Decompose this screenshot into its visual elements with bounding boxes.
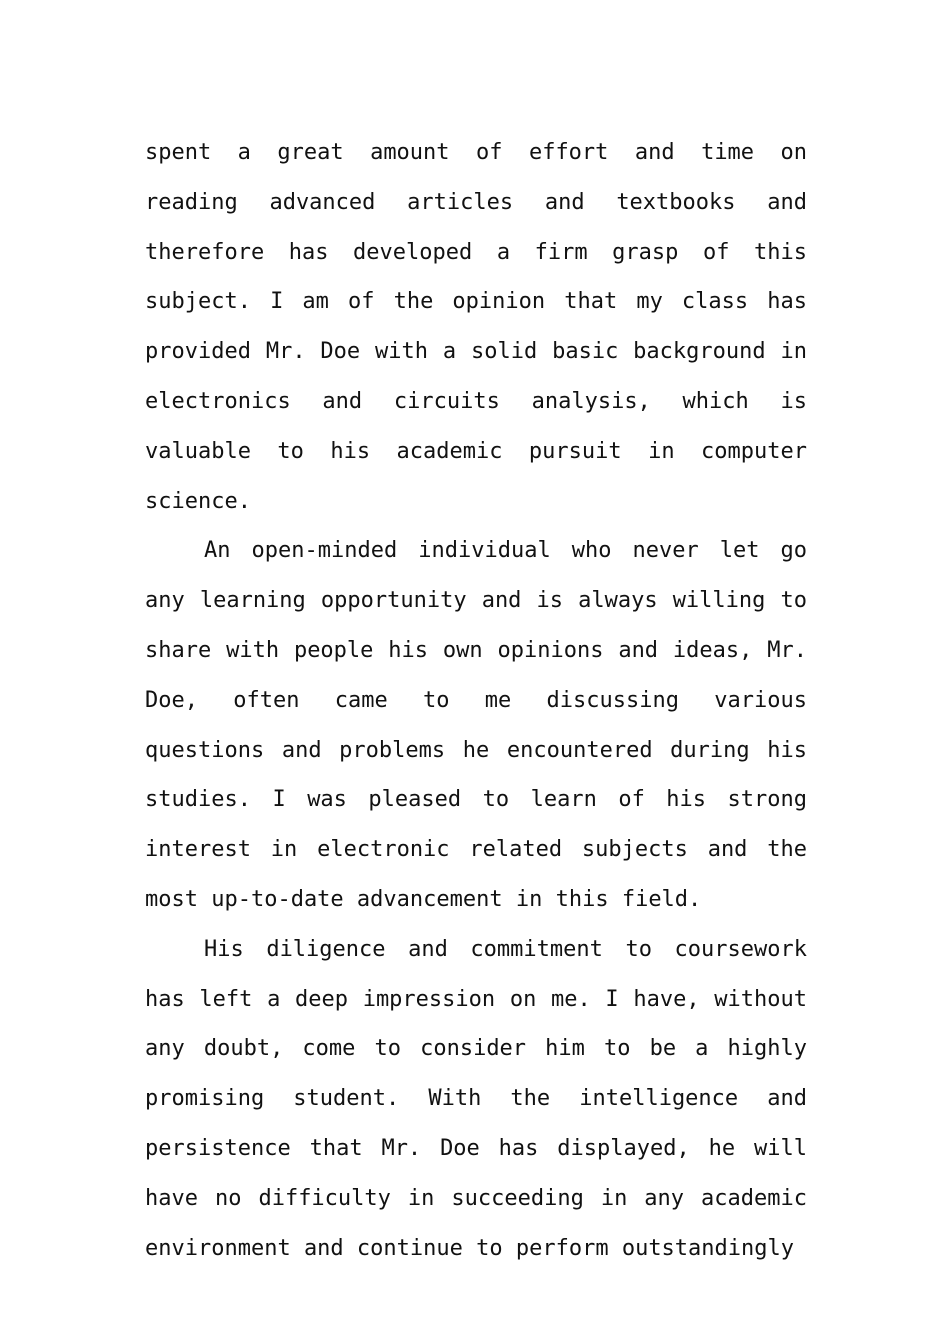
letter-body <box>145 128 807 1273</box>
paragraph-diligence: His diligence and commitment to coursework has left a deep impression on me. I have, without any doubt, come to consider him to be a highly promising student. With the intelligence and persistence that Mr. Doe has displayed, he will have no difficulty in succeeding in any academic environment and continue to perform outstandingly <box>145 936 807 1261</box>
paragraph-continuation: spent a great amount of effort and time on reading advanced articles and textbooks and therefore has developed a firm grasp of this subject. I am of the opinion that my class has provided Mr. Doe with a solid basic background in electronics and circuits analysis, which is valuable to his academic pursuit in computer science. <box>145 140 807 514</box>
paragraph-open-minded: An open-minded individual who never let go any learning opportunity and is always willing to share with people his own opinions and ideas, Mr. Doe, often came to me discussing various questions and problems he encountered during his studies. I was pleased to learn of his strong interest in electronic related subjects and the most up-to-date advancement in this field. <box>145 538 807 912</box>
